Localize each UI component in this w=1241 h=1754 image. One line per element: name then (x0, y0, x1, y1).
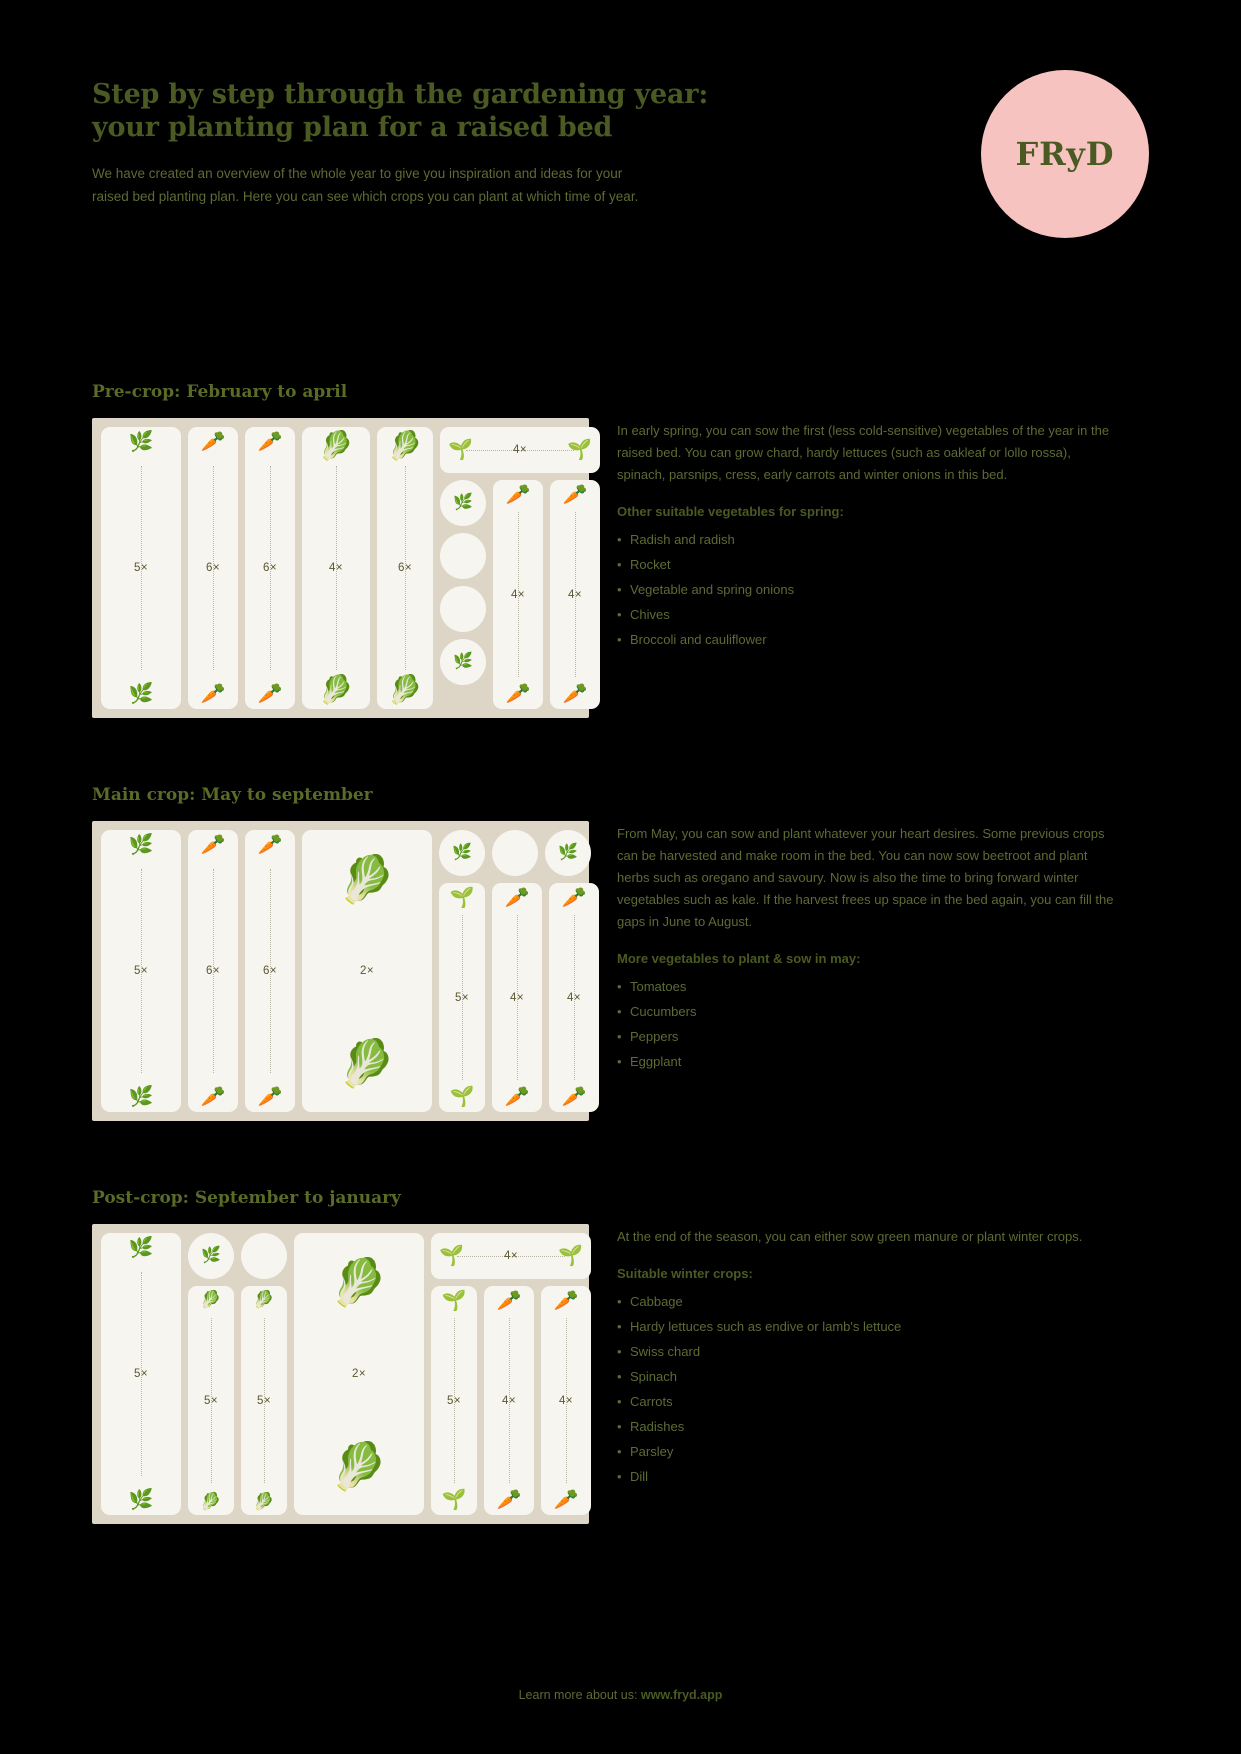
plot-count: 2× (360, 965, 374, 977)
cress-icon: 🌿 (453, 653, 473, 670)
list-item: • Cucumbers (617, 999, 1117, 1024)
plot-count: 4× (510, 991, 524, 1004)
list-item: • Parsley (617, 1439, 1117, 1464)
parsnip-icon: 🥕 (561, 887, 587, 909)
kale-icon: 🥬 (330, 1256, 388, 1308)
plot-count: 4× (513, 444, 527, 456)
raised-bed-diagram-pre-crop (92, 418, 592, 718)
beetroot-icon: 🌱 (449, 1086, 475, 1108)
section-pre-crop (92, 382, 1152, 718)
list-item: • Eggplant (617, 1049, 1117, 1074)
plot-count: 5× (257, 1394, 271, 1407)
plot-count: 6× (206, 965, 220, 977)
section-main-crop (92, 785, 1152, 1121)
lettuce-icon: 🥬 (387, 430, 423, 461)
pea-icon: 🌱 (448, 439, 473, 461)
section-list (617, 1289, 1117, 1489)
kale-icon: 🥬 (338, 1037, 396, 1089)
plot-parsnip (492, 883, 542, 1112)
lambs-lettuce-icon: 🥬 (253, 1290, 275, 1309)
plot-count: 4× (329, 562, 343, 574)
parsnip-icon: 🥕 (553, 1290, 579, 1312)
plot-spring-onion (101, 830, 181, 1112)
plot-cress (440, 586, 486, 632)
plot-lambs-lettuce (241, 1286, 287, 1515)
plot-count: 5× (204, 1394, 218, 1407)
lambs-lettuce-icon: 🥬 (200, 1492, 222, 1511)
plot-swiss-chard (302, 427, 370, 709)
page-title-line-1: Step by step through the gardening year: (92, 79, 709, 110)
plot-cress (440, 533, 486, 579)
lettuce-icon: 🥬 (387, 674, 423, 705)
plot-count: 4× (568, 588, 582, 601)
plot-count: 5× (134, 562, 148, 574)
list-item: • Peppers (617, 1024, 1117, 1049)
list-item: • Chives (617, 602, 1117, 627)
carrot-icon: 🥕 (200, 683, 226, 705)
plot-count: 6× (263, 965, 277, 977)
carrot-icon: 🥕 (200, 834, 226, 856)
page-title-line-2: your planting plan for a raised bed (92, 112, 613, 143)
parsnip-icon: 🥕 (504, 1086, 530, 1108)
carrot-icon: 🥕 (257, 834, 283, 856)
plot-empty (241, 1233, 287, 1279)
kale-icon: 🥬 (330, 1440, 388, 1492)
swiss-chard-icon: 🥬 (318, 674, 354, 705)
list-item: • Hardy lettuces such as endive or lamb's lettuce (617, 1314, 1117, 1339)
parsnip-icon: 🥕 (504, 887, 530, 909)
beetroot-icon: 🌱 (441, 1290, 467, 1312)
intro-paragraph: We have created an overview of the whole year to give you inspiration and ideas for your raised bed planting plan. Here you can see which crops you can plant at which time of year. (92, 166, 639, 204)
parsnip-icon: 🥕 (553, 1489, 579, 1511)
parsnip-icon: 🥕 (496, 1290, 522, 1312)
lambs-lettuce-icon: 🥬 (200, 1290, 222, 1309)
section-paragraph: At the end of the season, you can either sow green manure or plant winter crops. (617, 1229, 1083, 1244)
plot-cress (440, 639, 486, 685)
plot-kale (302, 830, 432, 1112)
plot-carrot (245, 427, 295, 709)
pea-icon: 🌱 (567, 439, 592, 461)
plot-cress (440, 480, 486, 526)
plot-empty (492, 830, 538, 876)
section-title-post-crop: Post-crop: September to january (92, 1188, 401, 1208)
plot-count: 5× (455, 991, 469, 1004)
plot-herb-oregano (439, 830, 485, 876)
carrot-icon: 🥕 (200, 431, 226, 453)
plot-parsnip (484, 1286, 534, 1515)
footer-link[interactable]: www.fryd.app (640, 1688, 723, 1702)
parsnip-icon: 🥕 (505, 683, 531, 705)
plot-count: 4× (511, 588, 525, 601)
cress-icon: 🌿 (453, 494, 473, 511)
list-item: • Spinach (617, 1364, 1117, 1389)
plot-count: 5× (447, 1394, 461, 1407)
plot-lettuce (377, 427, 433, 709)
carrot-icon: 🥕 (257, 431, 283, 453)
section-text-post-crop (617, 1224, 1117, 1524)
plot-herb-savoury (545, 830, 591, 876)
section-title-main-crop: Main crop: May to september (92, 785, 373, 805)
pea-icon: 🌱 (439, 1245, 464, 1267)
spring-onion-icon: 🌿 (128, 683, 154, 705)
section-text-pre-crop (617, 418, 1117, 718)
lambs-lettuce-icon: 🥬 (253, 1492, 275, 1511)
pea-icon: 🌱 (558, 1245, 583, 1267)
list-item: • Carrots (617, 1389, 1117, 1414)
footer-text: Learn more about us: (518, 1688, 641, 1702)
list-item: • Radishes (617, 1414, 1117, 1439)
plot-carrot (245, 830, 295, 1112)
plot-parsnip (549, 883, 599, 1112)
kale-icon: 🥬 (338, 853, 396, 905)
parsley-icon: 🌿 (201, 1247, 221, 1264)
raised-bed-diagram-post-crop (92, 1224, 589, 1524)
plot-count: 6× (263, 562, 277, 574)
parsnip-icon: 🥕 (505, 484, 531, 506)
raised-bed-diagram-main-crop (92, 821, 589, 1121)
carrot-icon: 🥕 (257, 683, 283, 705)
section-list (617, 527, 1117, 652)
section-text-main-crop (617, 821, 1117, 1121)
plot-count: 2× (352, 1368, 366, 1380)
footer (0, 1688, 1241, 1702)
plot-parsnip (493, 480, 543, 709)
section-paragraph: In early spring, you can sow the first (less cold-sensitive) vegetables of the year in the raised bed. You can grow chard, hardy lettuces (such as oakleaf or lollo rossa), spinach, parsnips, cress, early carrots and winter onions in this bed. (617, 423, 1110, 482)
beetroot-icon: 🌱 (449, 887, 475, 909)
savoury-icon: 🌿 (558, 844, 578, 861)
plot-count: 6× (398, 562, 412, 574)
page-title (92, 78, 792, 144)
spring-onion-icon: 🌿 (128, 1237, 154, 1259)
plot-count: 4× (559, 1394, 573, 1407)
plot-count: 6× (206, 562, 220, 574)
section-subheading: Suitable winter crops: (617, 1266, 753, 1281)
parsnip-icon: 🥕 (496, 1489, 522, 1511)
swiss-chard-icon: 🥬 (318, 430, 354, 461)
plot-peas (440, 427, 600, 473)
list-item: • Radish and radish (617, 527, 1117, 552)
spring-onion-icon: 🌿 (128, 1086, 154, 1108)
oregano-icon: 🌿 (452, 844, 472, 861)
parsnip-icon: 🥕 (562, 683, 588, 705)
section-paragraph: From May, you can sow and plant whatever your heart desires. Some previous crops can be harvested and make room in the bed. You can now sow beetroot and plant herbs such as oregano and savoury. Now is also the time to bring forward winter vegetables such as kale. If the harvest frees up space in the bed again, you can fill the gaps in June to August. (617, 826, 1114, 929)
plot-parsley (188, 1233, 234, 1279)
plot-spring-onion (101, 427, 181, 709)
plot-count: 4× (504, 1250, 518, 1262)
plot-count: 4× (567, 991, 581, 1004)
plot-beetroot (431, 1286, 477, 1515)
plot-kale (294, 1233, 424, 1515)
section-list (617, 974, 1117, 1074)
list-item: • Tomatoes (617, 974, 1117, 999)
plot-carrot (188, 830, 238, 1112)
plot-carrot (188, 427, 238, 709)
fryd-logo (981, 70, 1149, 238)
header (92, 78, 792, 208)
list-item: • Swiss chard (617, 1339, 1117, 1364)
plot-count: 5× (134, 1368, 148, 1380)
plot-parsnip (550, 480, 600, 709)
section-post-crop (92, 1188, 1152, 1524)
list-item: • Cabbage (617, 1289, 1117, 1314)
list-item: • Rocket (617, 552, 1117, 577)
plot-count: 4× (502, 1394, 516, 1407)
section-title-pre-crop: Pre-crop: February to april (92, 382, 348, 402)
section-subheading: More vegetables to plant & sow in may: (617, 951, 861, 966)
section-subheading: Other suitable vegetables for spring: (617, 504, 844, 519)
carrot-icon: 🥕 (200, 1086, 226, 1108)
spring-onion-icon: 🌿 (128, 834, 154, 856)
list-item: • Dill (617, 1464, 1117, 1489)
spring-onion-icon: 🌿 (128, 431, 154, 453)
plot-spring-onion (101, 1233, 181, 1515)
plot-lambs-lettuce (188, 1286, 234, 1515)
plot-parsnip (541, 1286, 591, 1515)
parsnip-icon: 🥕 (561, 1086, 587, 1108)
fryd-logo-text: FRyD (1015, 135, 1115, 173)
plot-peas (431, 1233, 591, 1279)
plot-count: 5× (134, 965, 148, 977)
beetroot-icon: 🌱 (441, 1489, 467, 1511)
spring-onion-icon: 🌿 (128, 1489, 154, 1511)
plot-beetroot (439, 883, 485, 1112)
parsnip-icon: 🥕 (562, 484, 588, 506)
list-item: • Broccoli and cauliflower (617, 627, 1117, 652)
list-item: • Vegetable and spring onions (617, 577, 1117, 602)
carrot-icon: 🥕 (257, 1086, 283, 1108)
